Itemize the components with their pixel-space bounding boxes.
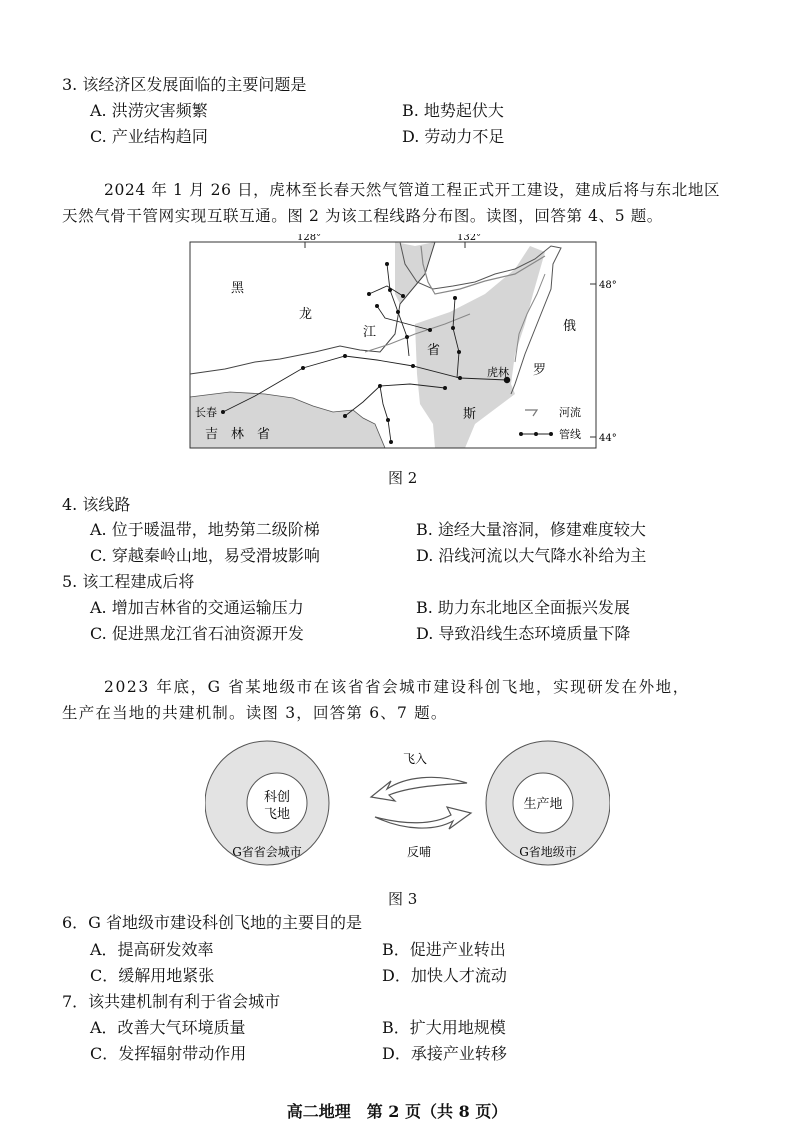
q3-option-a: A. 洪涝灾害频繁 xyxy=(90,101,208,120)
q7-option-b: B．扩大用地规模 xyxy=(382,1018,506,1037)
lon-label-132: 132° xyxy=(457,234,482,243)
lat-label-44: 44° xyxy=(599,433,617,444)
label-e: 俄 xyxy=(563,319,577,334)
q5-option-b: B. 助力东北地区全面振兴发展 xyxy=(416,598,630,617)
page-footer: 高二地理 第 2 页（共 8 页） xyxy=(286,1102,508,1121)
enclave-label-line1: 科创 xyxy=(263,790,291,805)
label-hulin: 虎林 xyxy=(487,366,509,379)
q6-option-d: D．加快人才流动 xyxy=(382,966,507,985)
legend-pipe-node xyxy=(519,432,523,436)
q6-option-b: B．促进产业转出 xyxy=(382,940,506,959)
label-long: 龙 xyxy=(299,307,313,322)
label-luo: 罗 xyxy=(533,363,547,378)
q3-option-c: C. 产业结构趋同 xyxy=(90,127,208,146)
label-sheng: 省 xyxy=(427,343,441,358)
fly-in-arrow xyxy=(371,777,467,801)
label-si: 斯 xyxy=(463,407,477,422)
legend-pipe-node xyxy=(534,432,538,436)
q5-option-d: D. 导致沿线生态环境质量下降 xyxy=(416,624,631,643)
q6-stem: 6．G 省地级市建设科创飞地的主要目的是 xyxy=(62,913,363,932)
fly-in-label: 飞入 xyxy=(402,752,428,766)
flying-land-diagram xyxy=(205,735,610,870)
q6-option-a: A．提高研发效率 xyxy=(90,940,214,959)
intro2-line1: 2023 年底，G 省某地级市在该省省会城市建设科创飞地，实现研发在外地， xyxy=(104,678,690,696)
legend-pipe-label: 管线 xyxy=(559,428,581,441)
label-changchun: 长春 xyxy=(195,406,217,419)
q5-stem: 5. 该工程建成后将 xyxy=(62,572,195,591)
legend-river-symbol xyxy=(525,410,537,416)
label-hei: 黑 xyxy=(231,281,245,296)
fig3-caption: 图 3 xyxy=(388,890,418,908)
q7-stem: 7．该共建机制有利于省会城市 xyxy=(62,992,281,1011)
q6-option-c: C．缓解用地紧张 xyxy=(90,966,215,985)
q5-option-a: A. 增加吉林省的交通运输压力 xyxy=(90,598,304,617)
q5-option-c: C. 促进黑龙江省石油资源开发 xyxy=(90,624,304,643)
prefecture-label: G省地级市 xyxy=(519,845,577,859)
legend-pipe-node xyxy=(549,432,553,436)
feedback-label: 反哺 xyxy=(406,845,432,859)
intro2-line2: 生产在当地的共建机制。读图 3，回答第 6、7 题。 xyxy=(62,704,448,722)
label-jiang: 江 xyxy=(363,325,377,340)
label-jilin: 吉 林 省 xyxy=(205,427,271,442)
fig2-caption: 图 2 xyxy=(388,469,418,487)
q4-option-a: A. 位于暖温带，地势第二级阶梯 xyxy=(90,520,320,539)
q4-option-b: B. 途经大量溶洞，修建难度较大 xyxy=(416,520,646,539)
q7-option-c: C．发挥辐射带动作用 xyxy=(90,1044,247,1063)
q4-option-d: D. 沿线河流以大气降水补给为主 xyxy=(416,546,647,565)
q4-option-c: C. 穿越秦岭山地，易受滑坡影响 xyxy=(90,546,320,565)
capital-label: G省省会城市 xyxy=(232,845,302,859)
lat-label-48: 48° xyxy=(599,280,617,291)
q4-stem: 4. 该线路 xyxy=(62,495,131,514)
q3-stem: 3. 该经济区发展面临的主要问题是 xyxy=(62,75,307,94)
pipeline-map xyxy=(185,234,625,450)
q7-option-a: A．改善大气环境质量 xyxy=(90,1018,246,1037)
q3-option-d: D. 劳动力不足 xyxy=(402,127,505,146)
q3-option-b: B. 地势起伏大 xyxy=(402,101,504,120)
feedback-arrow xyxy=(375,807,471,829)
q7-option-d: D．承接产业转移 xyxy=(382,1044,507,1063)
intro1-line2: 天然气骨干管网实现互联互通。图 2 为该工程线路分布图。读图，回答第 4、5 题。 xyxy=(62,207,663,225)
enclave-label-line2: 飞地 xyxy=(263,807,291,822)
legend-river-label: 河流 xyxy=(559,406,581,419)
intro1-line1: 2024 年 1 月 26 日，虎林至长春天然气管道工程正式开工建设，建成后将与东北地区 xyxy=(104,181,721,199)
production-label: 生产地 xyxy=(523,797,563,812)
lon-label-128: 128° xyxy=(297,234,322,243)
